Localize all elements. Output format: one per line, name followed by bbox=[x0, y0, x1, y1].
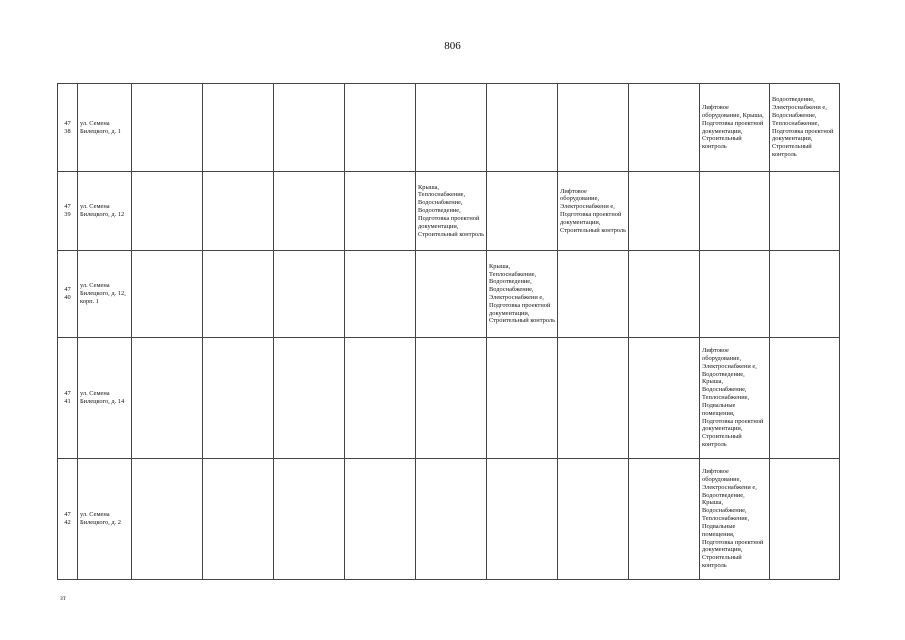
work-type-cell bbox=[770, 172, 840, 251]
address-cell: ул. Семена Билецкого, д. 1 bbox=[78, 84, 132, 172]
row-number-part: 47 bbox=[64, 390, 71, 398]
work-type-cell bbox=[416, 459, 487, 580]
row-number-cell bbox=[58, 459, 78, 580]
work-type-cell bbox=[274, 251, 345, 338]
work-type-cell bbox=[770, 338, 840, 459]
table-row bbox=[58, 338, 840, 459]
work-type-cell bbox=[487, 459, 558, 580]
table-row bbox=[58, 459, 840, 580]
work-type-cell: Лифтовое оборудование, Электроснабжени е, Водоотведение, Крыша, Водоснабжение, Теплоснабжение, Подвальные помещения, Подготовка проектной документации, Строительный контроль bbox=[700, 459, 770, 580]
work-type-cell: Крыша, Теплоснабжение, Водоотведение, Водоснабжение, Электроснабжени е, Подготовка проектной документации, Строительный контроль bbox=[487, 251, 558, 338]
work-type-cell bbox=[770, 459, 840, 580]
work-type-cell bbox=[345, 338, 416, 459]
row-number-part: 38 bbox=[64, 127, 71, 135]
footer-mark: зт bbox=[60, 594, 66, 602]
page-number: 806 bbox=[444, 40, 461, 52]
work-type-cell bbox=[416, 251, 487, 338]
row-number-cell bbox=[58, 84, 78, 172]
work-type-cell bbox=[629, 172, 700, 251]
work-type-cell bbox=[345, 172, 416, 251]
row-number-part: 47 bbox=[64, 203, 71, 211]
row-number-part: 39 bbox=[64, 211, 71, 218]
work-type-cell bbox=[416, 338, 487, 459]
work-type-cell bbox=[700, 251, 770, 338]
address-cell: ул. Семена Билецкого, д. 12 bbox=[78, 172, 132, 251]
work-type-cell bbox=[203, 459, 274, 580]
work-type-cell: Лифтовое оборудование, Крыша, Подготовка проектной документации, Строительный контроль bbox=[700, 84, 770, 172]
row-number-cell bbox=[58, 172, 78, 251]
work-type-cell bbox=[629, 338, 700, 459]
work-type-cell bbox=[203, 251, 274, 338]
work-type-cell bbox=[132, 251, 203, 338]
row-number-part: 42 bbox=[64, 519, 71, 526]
work-type-cell bbox=[558, 459, 629, 580]
work-type-cell bbox=[132, 84, 203, 172]
work-type-cell bbox=[274, 338, 345, 459]
work-type-cell bbox=[558, 338, 629, 459]
row-number-part: 47 bbox=[64, 119, 71, 127]
address-cell: ул. Семена Билецкого, д. 2 bbox=[78, 459, 132, 580]
work-type-cell bbox=[132, 338, 203, 459]
work-type-cell bbox=[629, 84, 700, 172]
work-type-cell bbox=[629, 459, 700, 580]
work-type-cell: Крыша, Теплоснабжение, Водоснабжение, Водоотведение, Подготовка проектной документации, Строительный контроль bbox=[416, 172, 487, 251]
work-type-cell: Лифтовое оборудование, Электроснабжени е, Подготовка проектной документации, Строительный контроль bbox=[558, 172, 629, 251]
row-number-part: 40 bbox=[64, 294, 71, 301]
work-type-cell bbox=[629, 251, 700, 338]
work-type-cell bbox=[558, 251, 629, 338]
row-number-part: 47 bbox=[64, 286, 71, 294]
work-type-cell bbox=[558, 84, 629, 172]
work-type-cell bbox=[345, 459, 416, 580]
row-number-part: 47 bbox=[64, 511, 71, 519]
work-type-cell: Лифтовое оборудование, Электроснабжени е, Водоотведение, Крыша, Водоснабжение, Теплоснабжение, Подвальные помещения, Подготовка проектной документации, Строительный контроль bbox=[700, 338, 770, 459]
work-type-cell bbox=[770, 251, 840, 338]
repair-schedule-table bbox=[57, 83, 840, 580]
work-type-cell bbox=[487, 84, 558, 172]
row-number-cell bbox=[58, 251, 78, 338]
work-type-cell: Водоотведение, Электроснабжени е, Водоснабжение, Теплоснабжение, Подготовка проектной документации, Строительный контроль bbox=[770, 84, 840, 172]
work-type-cell bbox=[132, 172, 203, 251]
work-type-cell bbox=[274, 84, 345, 172]
table-row bbox=[58, 172, 840, 251]
address-cell: ул. Семена Билецкого, д. 12, корп. 1 bbox=[78, 251, 132, 338]
work-type-cell bbox=[203, 172, 274, 251]
work-type-cell bbox=[132, 459, 203, 580]
table-row bbox=[58, 251, 840, 338]
address-cell: ул. Семена Билецкого, д. 14 bbox=[78, 338, 132, 459]
work-type-cell bbox=[700, 172, 770, 251]
row-number-cell bbox=[58, 338, 78, 459]
work-type-cell bbox=[345, 251, 416, 338]
work-type-cell bbox=[416, 84, 487, 172]
work-type-cell bbox=[203, 84, 274, 172]
table-row bbox=[58, 84, 840, 172]
work-type-cell bbox=[274, 459, 345, 580]
row-number-part: 41 bbox=[64, 398, 71, 405]
work-type-cell bbox=[345, 84, 416, 172]
work-type-cell bbox=[203, 338, 274, 459]
work-type-cell bbox=[487, 172, 558, 251]
work-type-cell bbox=[487, 338, 558, 459]
work-type-cell bbox=[274, 172, 345, 251]
